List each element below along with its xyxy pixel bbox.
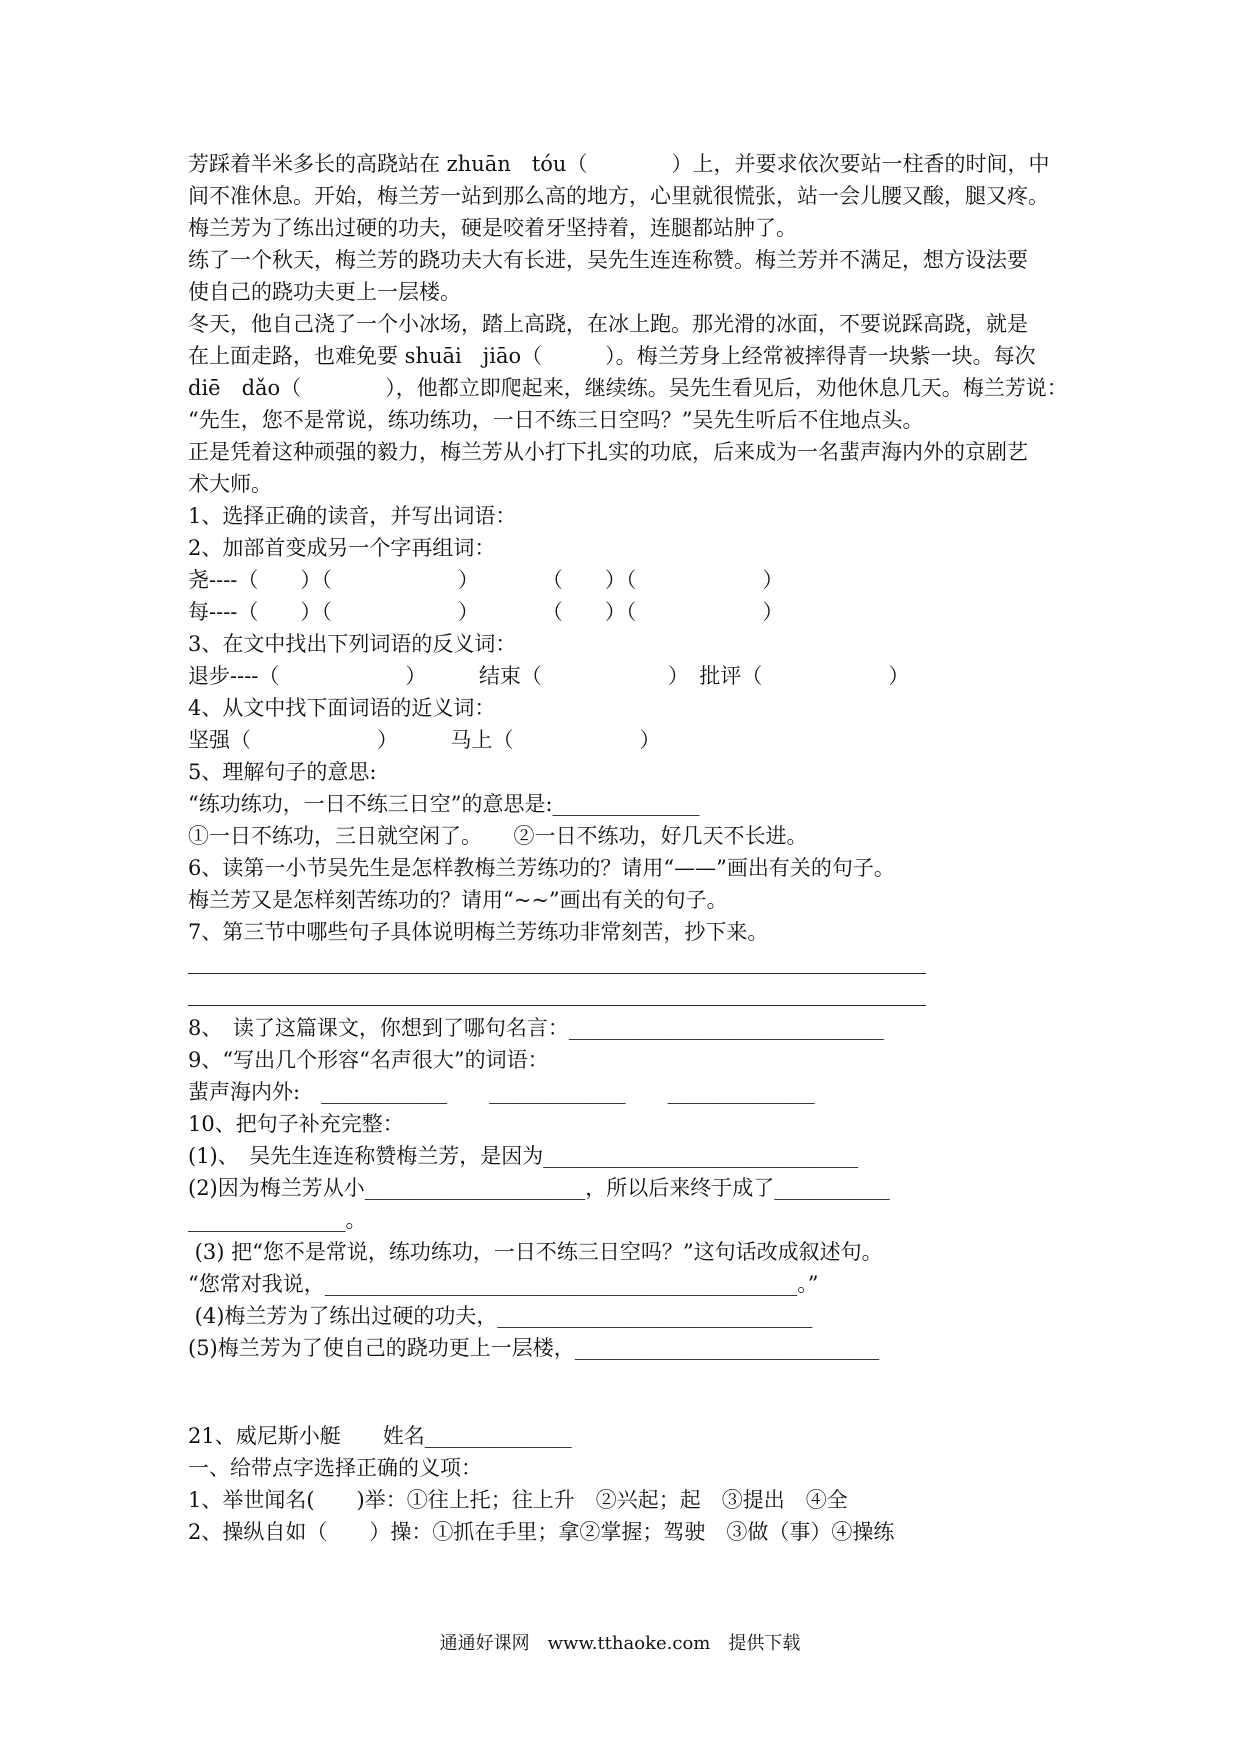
question-line: (1)、 吴先生连连称赞梅兰芳，是因为______________________________ — [188, 1144, 859, 1168]
question-line: 3、在文中找出下列词语的反义词： — [188, 632, 517, 656]
passage-line: diē dǎo（ ），他都立即爬起来，继续练。吴先生看见后，劝他休息几天。梅兰芳说： — [188, 376, 1068, 400]
question-line: 1、选择正确的读音，并写出词语： — [188, 504, 517, 528]
lesson-line: 21、威尼斯小艇 姓名______________ — [188, 1424, 572, 1448]
question-line: _______________。 — [188, 1208, 367, 1232]
question-line: 梅兰芳又是怎样刻苦练功的？请用“~~”画出有关的句子。 — [188, 888, 728, 912]
question-line: 每----（ ）（ ） （ ）（ ） — [188, 600, 784, 624]
passage-line: 练了一个秋天，梅兰芳的跷功夫大有长进，吴先生连连称赞。梅兰芳并不满足，想方设法要 — [188, 248, 1028, 272]
question-line: 坚强（ ） 马上（ ） — [188, 728, 661, 752]
question-line: 2、加部首变成另一个字再组词： — [188, 536, 496, 560]
question-line: 6、读第一小节吴先生是怎样教梅兰芳练功的？请用“——”画出有关的句子。 — [188, 856, 895, 880]
lesson-line: 2、操纵自如（ ）操：①抓在手里；拿②掌握；驾驶 ③做（事）④操练 — [188, 1520, 895, 1544]
passage-line: 间不准休息。开始，梅兰芳一站到那么高的地方，心里就很慌张，站一会儿腰又酸，腿又疼。 — [188, 184, 1049, 208]
question-line: (4)梅兰芳为了练出过硬的功夫，______________________________ — [188, 1304, 813, 1328]
question-line: 10、把句子补充完整： — [188, 1112, 404, 1136]
lesson-line: 1、举世闻名( )举：①往上托；往上升 ②兴起；起 ③提出 ④全 — [188, 1488, 848, 1512]
question-line: ①一日不练功，三日就空闲了。 ②一日不练功，好几天不长进。 — [188, 824, 808, 848]
question-line: 4、从文中找下面词语的近义词： — [188, 696, 496, 720]
answer-line — [188, 980, 1068, 1012]
question-line: 蜚声海内外: ____________ _____________ ______________ — [188, 1080, 815, 1104]
question-line: “您常对我说，_____________________________________________。” — [188, 1272, 819, 1296]
section-gap — [188, 1364, 1068, 1420]
question-line: 7、第三节中哪些句子具体说明梅兰芳练功非常刻苦，抄下来。 — [188, 920, 769, 944]
question-line: “练功练功，一日不练三日空”的意思是:______________ — [188, 792, 700, 816]
question-line: 9、“写出几个形容“名声很大”的词语： — [188, 1048, 549, 1072]
passage-line: 正是凭着这种顽强的毅力，梅兰芳从小打下扎实的功底，后来成为一名蜚声海内外的京剧艺 — [188, 440, 1028, 464]
answer-line — [188, 948, 1068, 980]
question-line: 8、 读了这篇课文，你想到了哪句名言：______________________________ — [188, 1016, 884, 1040]
page-footer: 通通好课网 www.tthaoke.com 提供下载 — [439, 1633, 801, 1654]
question-line: 退步----（ ） 结束（ ） 批评（ ） — [188, 664, 910, 688]
passage-line: 芳踩着半米多长的高跷站在 zhuān tóu（ ）上，并要求依次要站一柱香的时间，中 — [188, 152, 1050, 176]
question-line: (3) 把“您不是常说，练功练功，一日不练三日空吗？”这句话改成叙述句。 — [188, 1240, 883, 1264]
passage-line: 使自己的跷功夫更上一层楼。 — [188, 280, 461, 304]
question-line: 5、理解句子的意思: — [188, 760, 377, 784]
question-line: (5)梅兰芳为了使自己的跷功更上一层楼，_____________________________ — [188, 1336, 880, 1360]
passage-line: 术大师。 — [188, 472, 272, 496]
passage-line: 梅兰芳为了练出过硬的功夫，硬是咬着牙坚持着，连腿都站肿了。 — [188, 216, 797, 240]
question-line: 尧----（ ）（ ） （ ）（ ） — [188, 568, 784, 592]
question-line: (2)因为梅兰芳从小_____________________，所以后来终于成了___________ — [188, 1176, 890, 1200]
passage-line: 冬天，他自己浇了一个小冰场，踏上高跷，在冰上跑。那光滑的冰面，不要说踩高跷，就是 — [188, 312, 1028, 336]
passage-line: “先生，您不是常说，练功练功，一日不练三日空吗？”吴先生听后不住地点头。 — [188, 408, 924, 432]
passage-line: 在上面走路，也难免要 shuāi jiāo（ ）。梅兰芳身上经常被摔得青一块紫一块。每次 — [188, 344, 1036, 368]
worksheet-content — [188, 148, 1068, 1548]
lesson-line: 一、给带点字选择正确的义项： — [188, 1456, 482, 1480]
